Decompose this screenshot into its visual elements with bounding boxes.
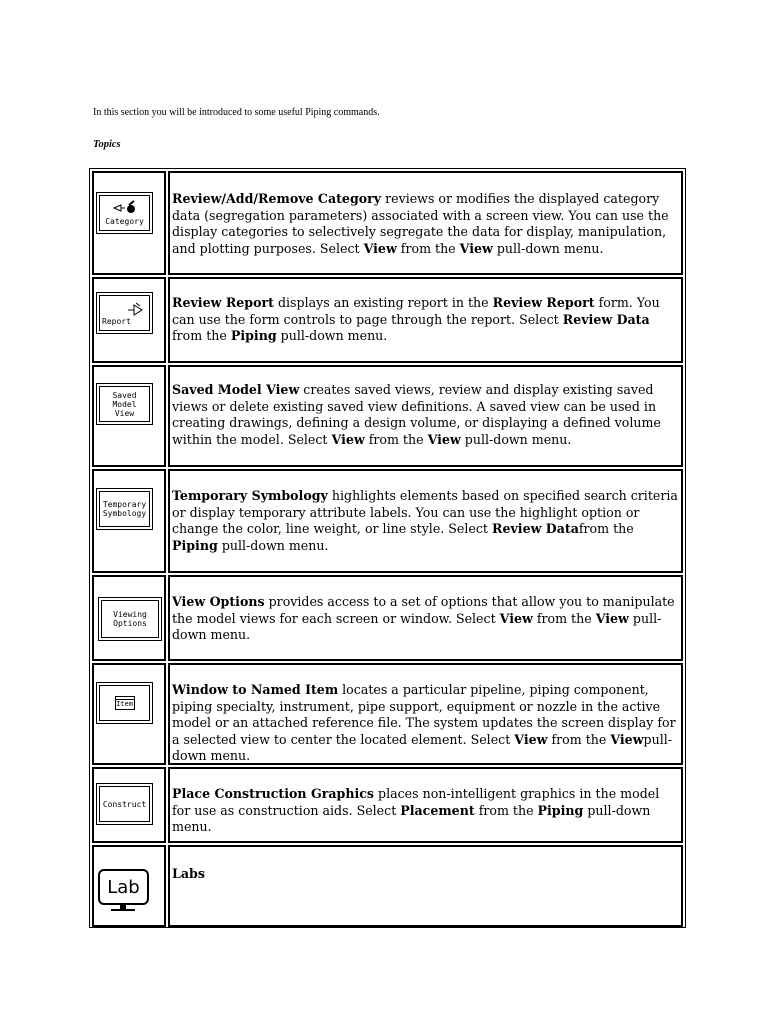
report-button-label: Report	[102, 316, 131, 326]
category-button-label: Category	[105, 217, 144, 226]
bold-term: View	[595, 610, 629, 626]
row-body: creates saved views, review and display existing saved views or delete existing saved view definitions. A saved view can be used in creating drawings, defining a design volume, or displaying a defined volume within the model. Select	[172, 382, 661, 447]
row-body: provides access to a set of options that allow you to manipulate the model views for each screen or window. Select	[172, 594, 675, 626]
row-description	[168, 469, 683, 573]
icon-cell	[92, 767, 166, 843]
row-body: displays an existing report in the	[273, 295, 493, 310]
row-body: from the	[396, 240, 460, 256]
item-label: Item	[116, 700, 133, 708]
construct-button[interactable]	[96, 783, 153, 825]
row-description	[168, 767, 683, 843]
bold-term: Review Data	[562, 311, 650, 327]
lab-icon[interactable]	[94, 847, 164, 925]
row-body: pull-down menu.	[217, 537, 329, 553]
monitor-base	[111, 909, 135, 911]
saved-model-view-button[interactable]	[96, 383, 153, 425]
bold-term: Piping	[230, 328, 277, 344]
bold-term: Piping	[172, 537, 218, 553]
lab-monitor-icon	[98, 869, 149, 905]
table-row	[92, 365, 683, 467]
bold-term: View	[514, 731, 548, 747]
button-label-line: Options	[113, 619, 147, 628]
bold-term: Piping	[537, 802, 584, 818]
row-body: pull-down menu.	[172, 802, 651, 835]
category-button-face	[99, 195, 150, 231]
row-description	[168, 365, 683, 467]
table-row	[92, 277, 683, 363]
row-body: from the	[532, 610, 596, 626]
icon-cell	[92, 575, 166, 661]
table-row	[92, 469, 683, 573]
topics-heading: Topics	[93, 139, 121, 150]
row-description	[168, 171, 683, 275]
saved-model-view-button-face	[99, 386, 150, 422]
table-row	[92, 171, 683, 275]
report-button-face	[99, 295, 150, 331]
row-body: reviews or modifies the displayed category data (segregation parameters) associated with a screen view. You can use the display categories to selectively segregate the data for display, manipulation, and plotting purposes. Select	[172, 191, 669, 256]
icon-cell	[92, 171, 166, 275]
button-label-line: View	[114, 408, 135, 418]
table-row	[92, 663, 683, 765]
row-description	[168, 575, 683, 661]
topics-table	[89, 168, 686, 928]
icon-cell	[92, 469, 166, 573]
bold-term: View	[459, 240, 493, 256]
viewing-options-button[interactable]	[98, 597, 162, 641]
row-body: from the	[547, 731, 611, 747]
row-title: View Options	[172, 594, 265, 609]
button-label-line: Temporary	[102, 500, 147, 509]
bold-term: View	[363, 240, 397, 256]
bold-term: View	[427, 431, 461, 447]
row-title: Place Construction Graphics	[172, 786, 375, 801]
button-label-line: Symbology	[102, 509, 147, 518]
category-button[interactable]	[96, 192, 153, 234]
icon-cell	[92, 663, 166, 765]
row-body: form. You can use the form controls to page through the report. Select	[172, 295, 660, 327]
row-body: pull-down menu.	[276, 328, 388, 344]
row-title: Window to Named Item	[172, 682, 339, 697]
button-label-line: Saved	[112, 390, 137, 400]
construct-button-face	[99, 786, 150, 822]
row-title: Review/Add/Remove Category	[172, 191, 382, 206]
table-row	[92, 845, 683, 927]
item-window-icon	[115, 696, 135, 710]
table-row	[92, 575, 683, 661]
category-pointer-icon	[111, 200, 139, 216]
row-title: Labs	[172, 866, 205, 881]
temporary-symbology-button-face	[99, 491, 150, 527]
row-body: pull-down menu.	[172, 610, 662, 643]
intro-text: In this section you will be introduced to some useful Piping commands.	[93, 107, 380, 118]
button-label-line: Viewing	[113, 610, 147, 619]
icon-cell	[92, 277, 166, 363]
row-description	[168, 845, 683, 927]
row-body: from the	[578, 521, 634, 537]
row-body: from the	[474, 802, 538, 818]
row-title: Saved Model View	[172, 382, 300, 397]
bold-term: Review Report	[492, 295, 595, 310]
window-to-named-item-button[interactable]	[96, 682, 153, 724]
table-row	[92, 767, 683, 843]
viewing-options-button-face	[101, 600, 159, 638]
row-body: from the	[364, 431, 428, 447]
row-title: Review Report	[172, 295, 274, 310]
report-pointer-icon	[102, 301, 148, 317]
row-body: pull-down menu.	[492, 240, 604, 256]
icon-cell	[92, 365, 166, 467]
bold-term: View	[331, 431, 365, 447]
bold-term: View	[610, 731, 644, 747]
row-body: pull-down menu.	[172, 731, 673, 764]
construct-button-label: Construct	[102, 799, 147, 809]
bold-term: Review Data	[491, 521, 579, 537]
row-body: places non-intelligent graphics in the model for use as construction aids. Select	[172, 786, 660, 818]
row-body: from the	[172, 328, 231, 344]
button-label-line: Model	[112, 399, 137, 409]
row-body: pull-down menu.	[460, 431, 572, 447]
row-title: Temporary Symbology	[172, 488, 328, 503]
temporary-symbology-button[interactable]	[96, 488, 153, 530]
bold-term: View	[499, 610, 533, 626]
report-button[interactable]	[96, 292, 153, 334]
row-description	[168, 663, 683, 765]
window-to-named-item-button-face	[99, 685, 150, 721]
row-body: highlights elements based on specified search criteria or display temporary attribute labels. You can use the highlight option or change the color, line weight, or line style. Select	[172, 488, 678, 537]
lab-icon-label: Lab	[107, 876, 140, 898]
bold-term: Placement	[400, 802, 475, 818]
row-description	[168, 277, 683, 363]
icon-cell	[92, 845, 166, 927]
row-body: locates a particular pipeline, piping component, piping specialty, instrument, pipe support, equipment or nozzle in the active model or an attached reference file. The system updates the screen display for a selected view to center the located element. Select	[172, 682, 676, 747]
